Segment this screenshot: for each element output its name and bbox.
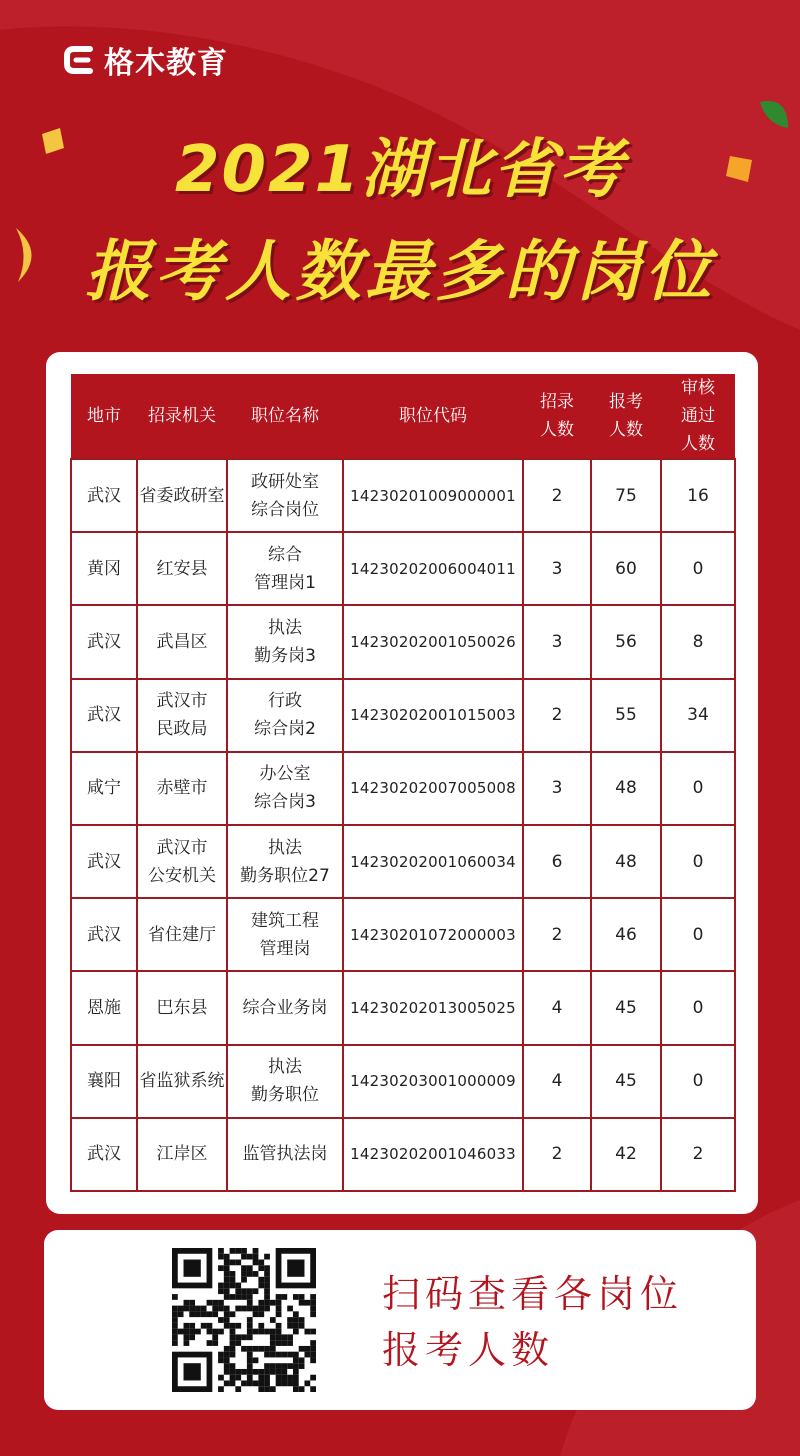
table-cell: 监管执法岗 bbox=[227, 1118, 343, 1191]
qr-panel bbox=[44, 1230, 756, 1410]
table-cell: 45 bbox=[591, 971, 661, 1044]
table-cell: 行政 综合岗2 bbox=[227, 679, 343, 752]
table-cell: 14230202001050026 bbox=[343, 605, 523, 678]
table-cell: 武汉 bbox=[71, 605, 137, 678]
table-row bbox=[71, 971, 735, 1044]
qr-code-icon[interactable] bbox=[172, 1248, 316, 1392]
table-cell: 14230201009000001 bbox=[343, 459, 523, 532]
page-title-line2: 报考人数最多的岗位 bbox=[85, 233, 715, 310]
table-card bbox=[46, 352, 758, 1214]
table-cell: 2 bbox=[523, 1118, 591, 1191]
table-cell: 综合 管理岗1 bbox=[227, 532, 343, 605]
table-cell: 武汉 bbox=[71, 459, 137, 532]
table-cell: 4 bbox=[523, 971, 591, 1044]
brand-name: 格木教育 bbox=[104, 46, 228, 81]
table-cell: 14230201072000003 bbox=[343, 898, 523, 971]
table-cell: 16 bbox=[661, 459, 735, 532]
table-cell: 14230202006004011 bbox=[343, 532, 523, 605]
table-cell: 0 bbox=[661, 1045, 735, 1118]
table-cell: 红安县 bbox=[137, 532, 227, 605]
table-cell: 2 bbox=[661, 1118, 735, 1191]
table-cell: 0 bbox=[661, 825, 735, 898]
table-body bbox=[71, 459, 735, 1191]
table-cell: 省委政研室 bbox=[137, 459, 227, 532]
table-row bbox=[71, 752, 735, 825]
table-row bbox=[71, 605, 735, 678]
column-header: 职位名称 bbox=[227, 374, 343, 459]
table-cell: 14230202001060034 bbox=[343, 825, 523, 898]
table-cell: 48 bbox=[591, 825, 661, 898]
column-header: 招录 人数 bbox=[523, 374, 591, 459]
table-cell: 执法 勤务岗3 bbox=[227, 605, 343, 678]
table-cell: 14230203001000009 bbox=[343, 1045, 523, 1118]
table-cell: 55 bbox=[591, 679, 661, 752]
table-cell: 14230202001046033 bbox=[343, 1118, 523, 1191]
table-cell: 45 bbox=[591, 1045, 661, 1118]
column-header: 职位代码 bbox=[343, 374, 523, 459]
table-cell: 武汉 bbox=[71, 679, 137, 752]
table-cell: 武汉 bbox=[71, 825, 137, 898]
table-row bbox=[71, 459, 735, 532]
table-row bbox=[71, 679, 735, 752]
table-cell: 48 bbox=[591, 752, 661, 825]
column-header: 审核 通过 人数 bbox=[661, 374, 735, 459]
table-cell: 执法 勤务职位 bbox=[227, 1045, 343, 1118]
table-cell: 政研处室 综合岗位 bbox=[227, 459, 343, 532]
table-cell: 恩施 bbox=[71, 971, 137, 1044]
cta-line1: 扫码查看各岗位 bbox=[382, 1272, 684, 1316]
table-cell: 2 bbox=[523, 898, 591, 971]
page-title-line1: 2021湖北省考 bbox=[174, 133, 626, 207]
table-cell: 综合业务岗 bbox=[227, 971, 343, 1044]
table-cell: 咸宁 bbox=[71, 752, 137, 825]
table-cell: 0 bbox=[661, 898, 735, 971]
column-header: 地市 bbox=[71, 374, 137, 459]
table-cell: 办公室 综合岗3 bbox=[227, 752, 343, 825]
table-cell: 0 bbox=[661, 752, 735, 825]
table-cell: 黄冈 bbox=[71, 532, 137, 605]
table-cell: 34 bbox=[661, 679, 735, 752]
table-row bbox=[71, 1045, 735, 1118]
position-table bbox=[70, 374, 736, 1192]
table-cell: 14230202001015003 bbox=[343, 679, 523, 752]
table-cell: 3 bbox=[523, 532, 591, 605]
table-cell: 14230202007005008 bbox=[343, 752, 523, 825]
table-cell: 建筑工程 管理岗 bbox=[227, 898, 343, 971]
table-cell: 执法 勤务职位27 bbox=[227, 825, 343, 898]
table-cell: 75 bbox=[591, 459, 661, 532]
table-cell: 2 bbox=[523, 459, 591, 532]
brand-logo bbox=[62, 38, 228, 82]
table-row bbox=[71, 1118, 735, 1191]
table-cell: 6 bbox=[523, 825, 591, 898]
table-row bbox=[71, 898, 735, 971]
table-cell: 武汉市 民政局 bbox=[137, 679, 227, 752]
table-row bbox=[71, 825, 735, 898]
table-cell: 武汉市 公安机关 bbox=[137, 825, 227, 898]
table-cell: 0 bbox=[661, 532, 735, 605]
table-cell: 60 bbox=[591, 532, 661, 605]
table-row bbox=[71, 532, 735, 605]
table-cell: 3 bbox=[523, 752, 591, 825]
table-cell: 赤壁市 bbox=[137, 752, 227, 825]
table-cell: 2 bbox=[523, 679, 591, 752]
column-header: 招录机关 bbox=[137, 374, 227, 459]
table-cell: 江岸区 bbox=[137, 1118, 227, 1191]
table-cell: 4 bbox=[523, 1045, 591, 1118]
table-cell: 0 bbox=[661, 971, 735, 1044]
table-cell: 省住建厅 bbox=[137, 898, 227, 971]
cta-text bbox=[382, 1266, 683, 1378]
table-cell: 42 bbox=[591, 1118, 661, 1191]
table-cell: 3 bbox=[523, 605, 591, 678]
table-cell: 46 bbox=[591, 898, 661, 971]
table-cell: 武昌区 bbox=[137, 605, 227, 678]
table-cell: 56 bbox=[591, 605, 661, 678]
table-cell: 武汉 bbox=[71, 898, 137, 971]
table-cell: 14230202013005025 bbox=[343, 971, 523, 1044]
table-cell: 省监狱系统 bbox=[137, 1045, 227, 1118]
table-cell: 襄阳 bbox=[71, 1045, 137, 1118]
table-cell: 武汉 bbox=[71, 1118, 137, 1191]
table-cell: 8 bbox=[661, 605, 735, 678]
brand-logo-icon bbox=[62, 43, 96, 77]
table-cell: 巴东县 bbox=[137, 971, 227, 1044]
column-header: 报考 人数 bbox=[591, 374, 661, 459]
cta-line2: 报考人数 bbox=[382, 1328, 555, 1372]
table-header-row bbox=[71, 374, 735, 459]
